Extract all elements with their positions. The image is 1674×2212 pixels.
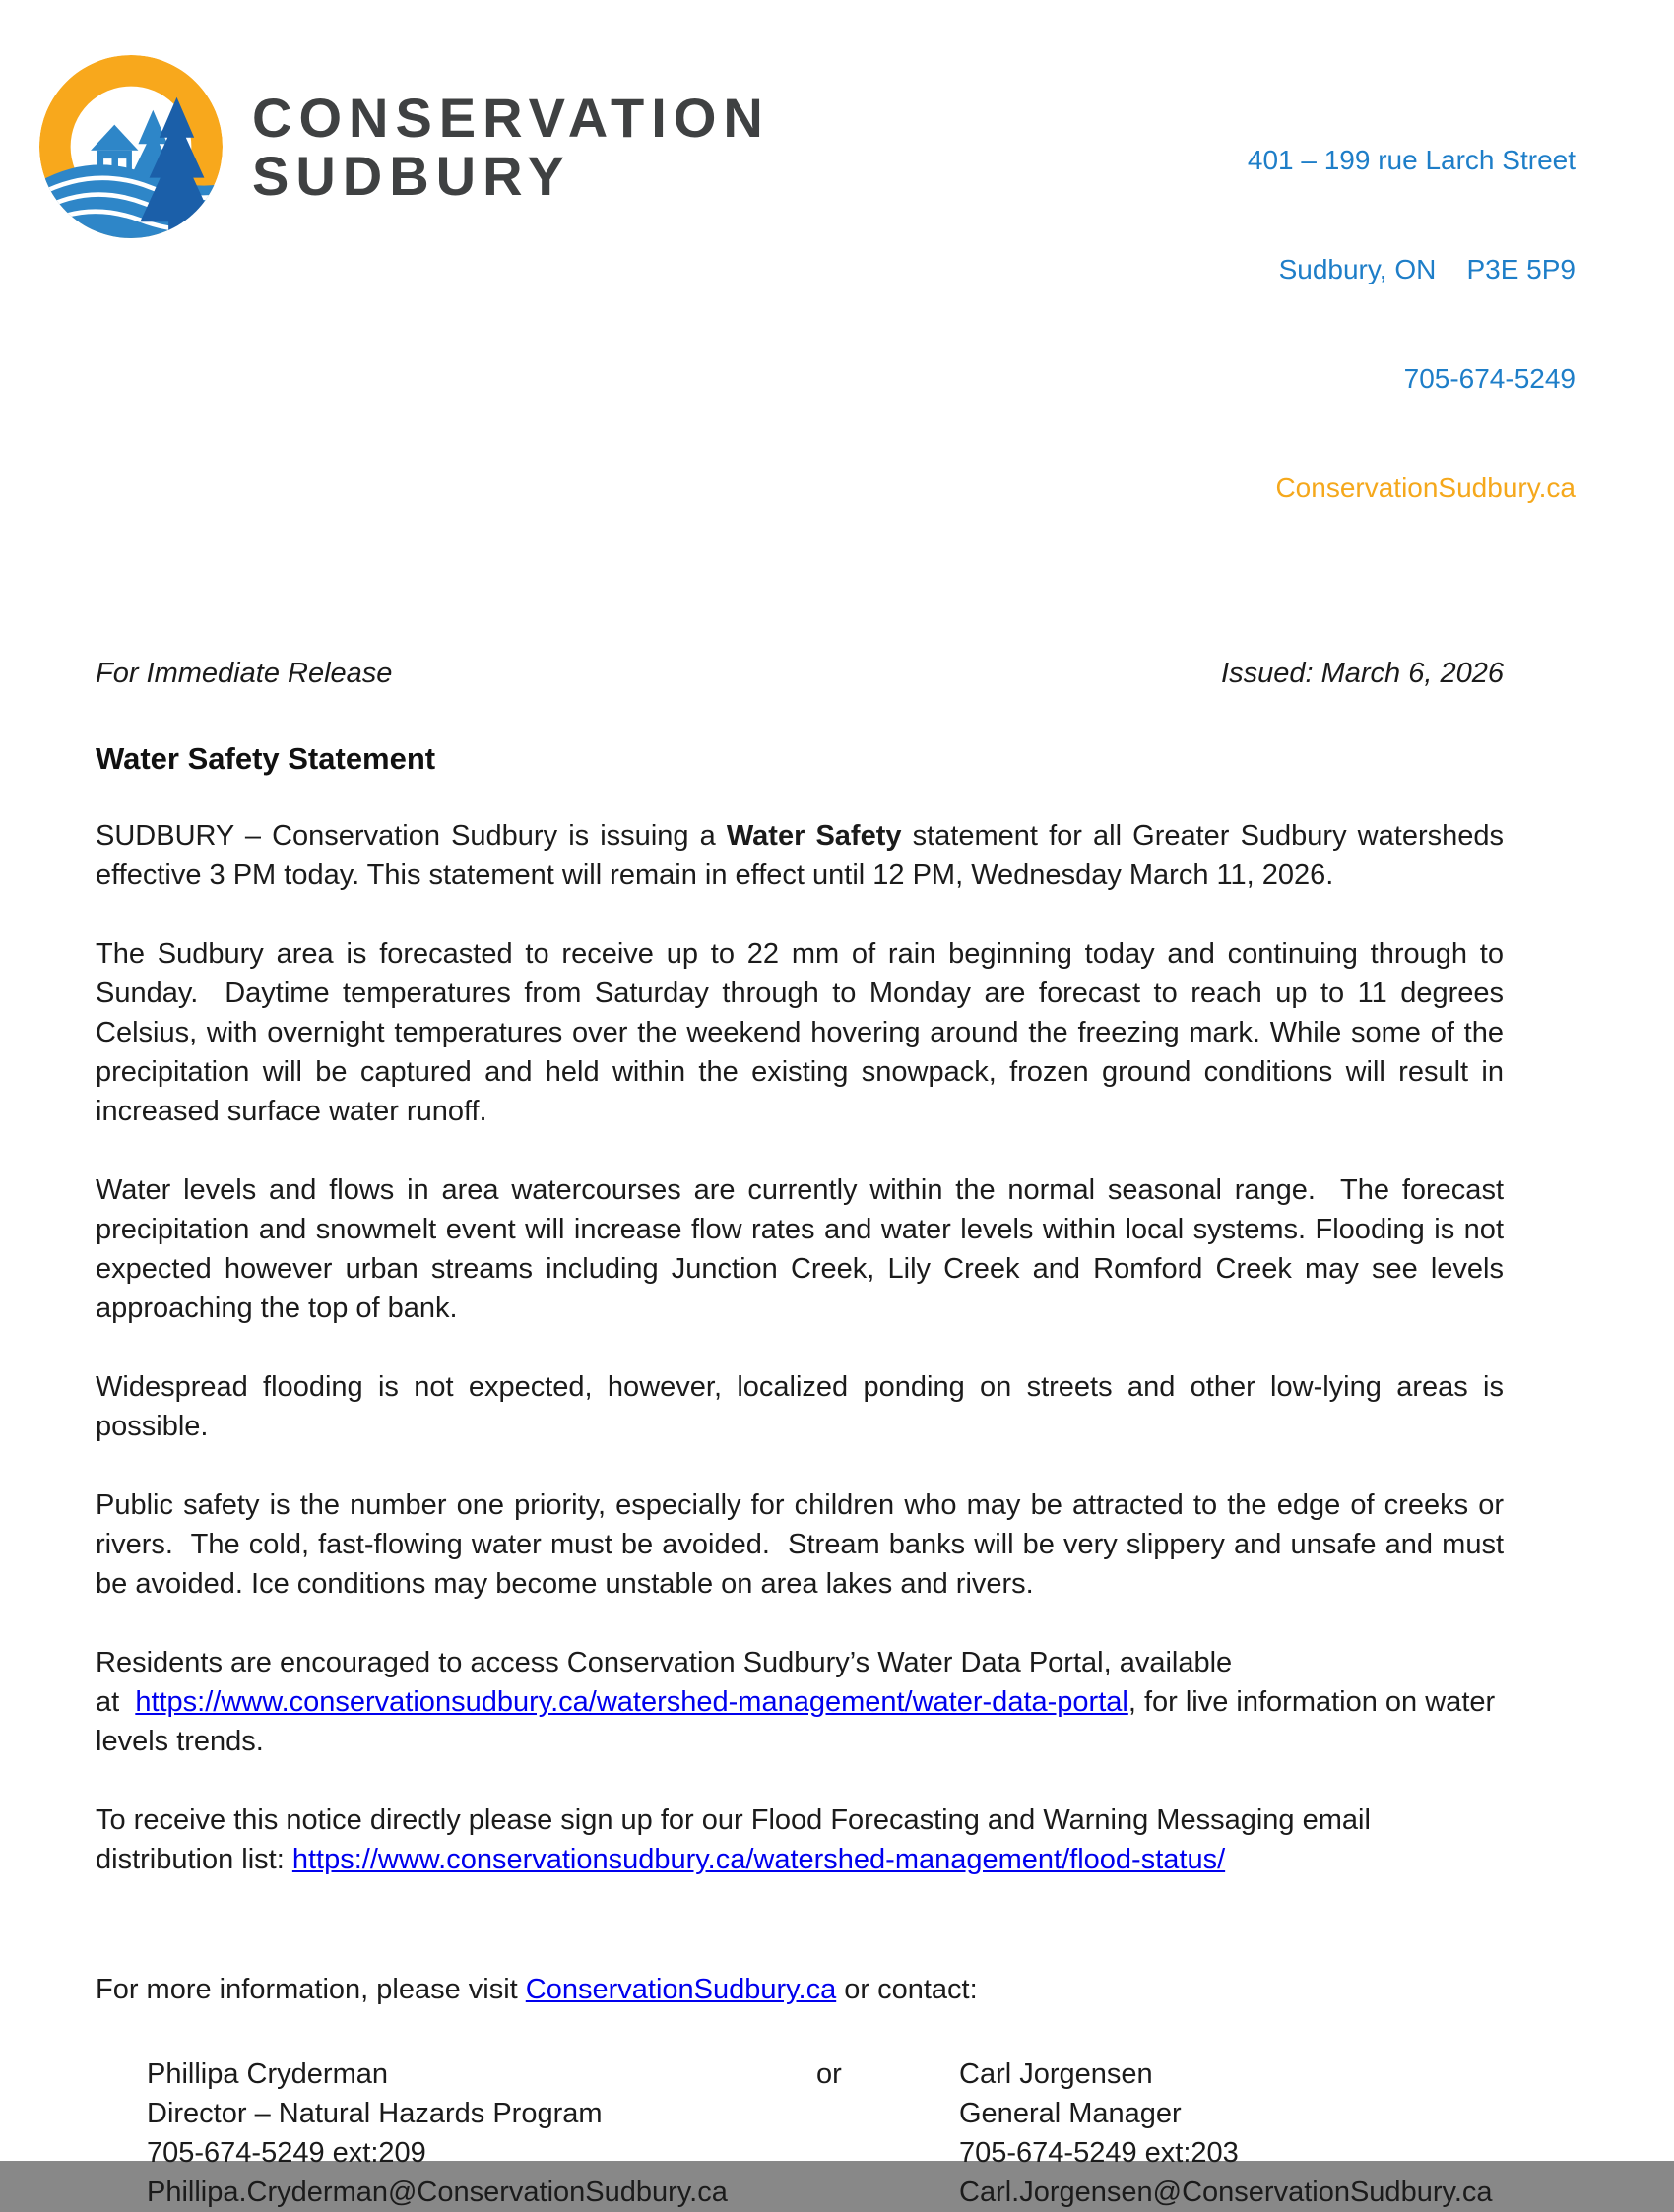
paragraph-more-info xyxy=(96,1970,1504,2009)
contact-left xyxy=(147,2054,816,2212)
paragraph-text: Residents are encouraged to access Conservation Sudbury’s Water Data Portal, available xyxy=(96,1647,1233,1678)
paragraph-text: To receive this notice directly please sign up for our Flood Forecasting and Warning Messaging email xyxy=(96,1804,1371,1836)
contact-name: Phillipa Cryderman xyxy=(147,2058,388,2090)
paragraph-water-data-portal xyxy=(96,1643,1504,1761)
contact-phone: 705-674-5249 ext:209 xyxy=(147,2137,426,2169)
release-issued-row xyxy=(96,658,1504,690)
contacts-section xyxy=(147,2054,1576,2212)
paragraph-public-safety: Public safety is the number one priority, especially for children who may be attracted to the edge of creeks or rivers. The cold, fast-flowing water must be avoided. Stream banks will be very slippery and unsafe and must be avoided. Ice conditions may become unstable on area lakes and rivers. xyxy=(96,1489,1513,1600)
paragraph-text: For more information, please visit xyxy=(96,1974,526,2005)
contact-email: Phillipa.Cryderman@ConservationSudbury.ca xyxy=(147,2177,728,2208)
paragraph-water-levels: Water levels and flows in area watercourses are currently within the normal seasonal range. The forecast precipitation and snowmelt event will increase flow rates and water levels within local systems. Flooding is not expected however urban streams including Junction Creek, Lily Creek and Romford Creek may see levels approaching the top of bank. xyxy=(96,1174,1513,1324)
conservation-sudbury-link[interactable]: ConservationSudbury.ca xyxy=(525,1974,837,2005)
flood-status-link[interactable]: https://www.conservationsudbury.ca/watershed-management/flood-status/ xyxy=(291,1844,1226,1875)
contact-name: Carl Jorgensen xyxy=(959,2058,1153,2090)
conservation-sudbury-logo-icon xyxy=(39,55,223,238)
paragraph-text: , for live information on water levels trends. xyxy=(96,1686,1504,1757)
logo-wordmark-line1: CONSERVATION xyxy=(252,86,770,149)
logo-wordmark xyxy=(252,86,770,207)
contact-email: Carl.Jorgensen@ConservationSudbury.ca xyxy=(959,2177,1493,2208)
paragraph-text: statement for all Greater Sudbury watersheds effective 3 PM today. This statement will remain in effect until 12 PM, Wednesday March 11, 2026. xyxy=(96,820,1513,891)
address-phone: 705-674-5249 xyxy=(1403,363,1576,394)
paragraph-forecast: The Sudbury area is forecasted to receive up to 22 mm of rain beginning today and continuing through to Sunday. Daytime temperatures from Saturday through to Monday are forecast to reach up to 11 degrees Celsius, with overnight temperatures over the weekend hovering around the freezing mark. While some of the precipitation will be captured and held within the existing snowpack, frozen ground conditions will result in increased surface water runoff. xyxy=(96,938,1513,1127)
letterhead-website: ConservationSudbury.ca xyxy=(1275,473,1576,503)
letterhead xyxy=(0,0,1674,579)
contacts-or-separator: or xyxy=(816,2058,842,2090)
paragraph-text: or contact: xyxy=(836,1974,978,2005)
paragraph-text: at xyxy=(96,1686,136,1718)
logo-wordmark-line2: SUDBURY xyxy=(252,145,571,207)
paragraph-text: SUDBURY – Conservation Sudbury is issuing a xyxy=(96,820,727,852)
issued-date: Issued: March 6, 2026 xyxy=(1221,658,1504,689)
document-body xyxy=(96,816,1513,2009)
release-label: For Immediate Release xyxy=(96,658,393,689)
contact-phone: 705-674-5249 ext:203 xyxy=(959,2137,1239,2169)
paragraph-statement xyxy=(96,816,1513,895)
contact-right xyxy=(959,2054,1576,2212)
paragraph-text: distribution list: xyxy=(96,1844,292,1875)
paragraph-flooding: Widespread flooding is not expected, however, localized ponding on streets and other low-lying areas is possible. xyxy=(96,1371,1513,1442)
bold-water-safety: Water Safety xyxy=(726,820,902,852)
letterhead-address-block xyxy=(1248,55,1576,579)
contact-title: Director – Natural Hazards Program xyxy=(147,2098,603,2129)
contact-title: General Manager xyxy=(959,2098,1182,2129)
page-title: Water Safety Statement xyxy=(96,741,436,776)
logo xyxy=(39,55,770,238)
paragraph-flood-status-signup xyxy=(96,1801,1504,1879)
address-street: 401 – 199 rue Larch Street xyxy=(1247,145,1576,175)
water-data-portal-link[interactable]: https://www.conservationsudbury.ca/watershed-management/water-data-portal xyxy=(135,1686,1128,1718)
address-city-postal: Sudbury, ON P3E 5P9 xyxy=(1278,254,1576,284)
